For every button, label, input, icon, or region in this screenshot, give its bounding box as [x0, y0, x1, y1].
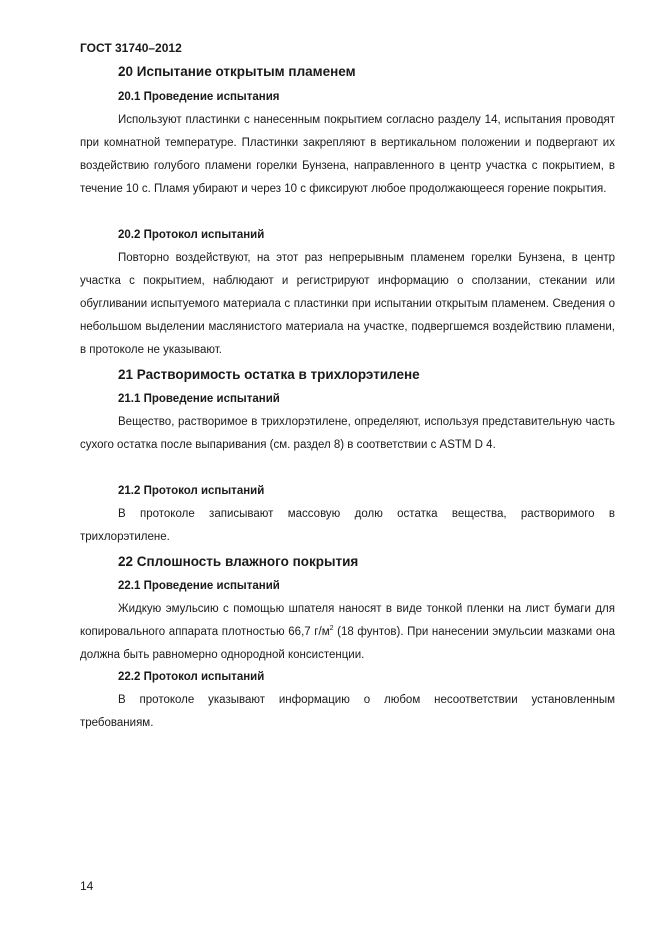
subsection-22-2-title: 22.2 Протокол испытаний	[118, 671, 265, 683]
subsection-22-1-title: 22.1 Проведение испытаний	[118, 580, 280, 592]
subsection-21-2-text: В протоколе записывают массовую долю остатка вещества, растворимого в трихлорэтилене.	[80, 508, 615, 543]
subsection-20-2-text: Повторно воздействуют, на этот раз непрерывным пламенем горелки Бунзена, в центр участка с покрытием, наблюдают и регистрируют информацию о сползании, стекании или обугливании испытуемого материала с пластинки при испытании открытым пламенем. Сведения о небольшом выделении маслянистого материала на участке, подвергшемся воздействию пламени, в протоколе не указывают.	[80, 252, 615, 356]
subsection-22-2-text: В протоколе указывают информацию о любом несоответствии установленным требованиям.	[80, 694, 615, 729]
section-22-title: 22 Сплошность влажного покрытия	[118, 554, 359, 569]
text-before-superscript: Жидкую эмульсию с помощью шпателя наносят в виде тонкой пленки на лист бумаги для копировального аппарата плотностью 66,7 г/м	[80, 603, 615, 638]
section-20-title: 20 Испытание открытым пламенем	[118, 64, 356, 79]
document-code: ГОСТ 31740–2012	[80, 41, 182, 55]
superscript: 2	[329, 625, 334, 632]
subsection-20-1-text: Используют пластинки с нанесенным покрытием согласно разделу 14, испытания проводят при комнатной температуре. Пластинки закрепляют в вертикальном положении и подвергают их воздействию голубого пламени горелки Бунзена, направленного в центр участка с покрытием, в течение 10 с. Пламя убирают и через 10 с фиксируют любое продолжающееся горение покрытия.	[80, 114, 615, 195]
subsection-21-2-title: 21.2 Протокол испытаний	[118, 485, 265, 497]
subsection-20-1-title: 20.1 Проведение испытания	[118, 91, 280, 103]
subsection-21-1-text: Вещество, растворимое в трихлорэтилене, определяют, используя представительную часть сухого остатка после выпаривания (см. раздел 8) в соответствии с ASTM D 4.	[80, 416, 615, 451]
text-after-superscript: (18 фунтов). При нанесении эмульсии мазками она должна быть равномерно однородной консистенции.	[80, 626, 615, 661]
subsection-20-2-title: 20.2 Протокол испытаний	[118, 229, 265, 241]
subsection-22-1-text	[80, 598, 615, 667]
subsection-21-1-title: 21.1 Проведение испытаний	[118, 393, 280, 405]
section-21-title: 21 Растворимость остатка в трихлорэтилене	[118, 367, 420, 382]
page-number: 14	[80, 879, 94, 893]
document-page	[80, 0, 615, 935]
